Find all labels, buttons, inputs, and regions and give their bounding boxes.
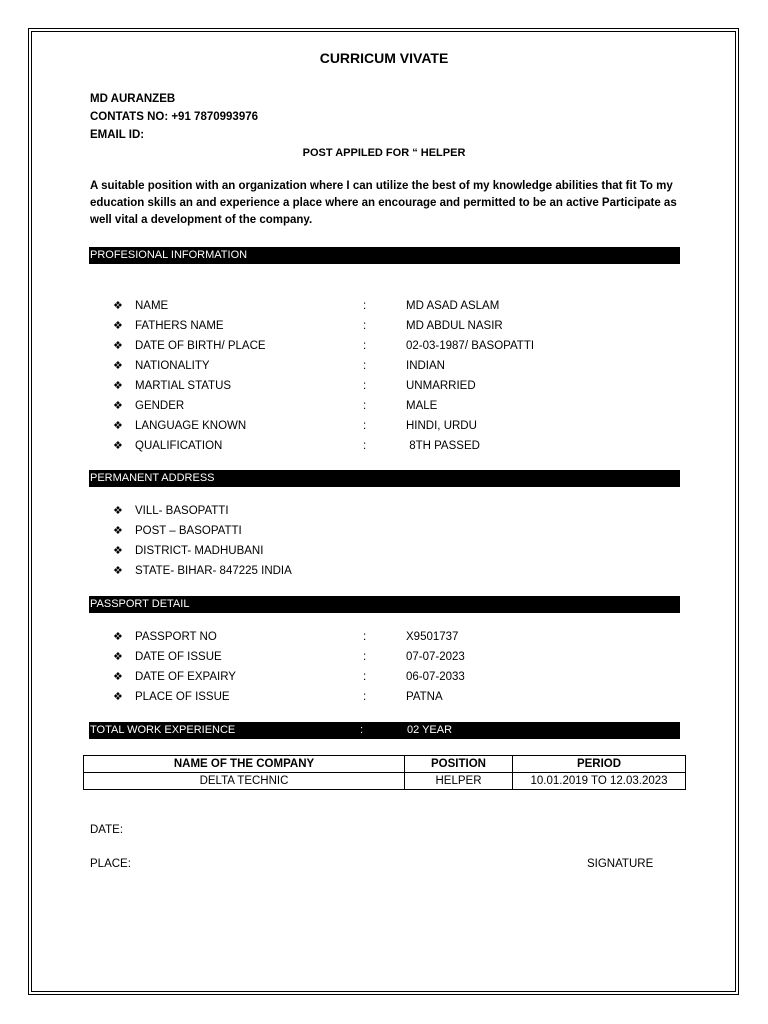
bullet-icon: ❖ [113, 505, 123, 517]
field-label: QUALIFICATION [135, 440, 223, 452]
field-colon: : [363, 420, 367, 432]
field-value: 8TH PASSED [406, 440, 480, 452]
field-label: PLACE OF ISSUE [135, 691, 230, 703]
bullet-icon: ❖ [113, 525, 123, 537]
applicant-name: MD AURANZEB [90, 93, 176, 105]
field-label: NAME [135, 300, 169, 312]
field-label: DATE OF BIRTH/ PLACE [135, 340, 266, 352]
field-label: FATHERS NAME [135, 320, 224, 332]
bullet-icon: ❖ [113, 691, 123, 703]
bullet-icon: ❖ [113, 565, 123, 577]
field-colon: : [363, 400, 367, 412]
field-colon: : [363, 360, 367, 372]
email-label: EMAIL ID: [90, 129, 145, 141]
objective-text: A suitable position with an organization where I can utilize the best of my knowledge abilities that fit To my education skills an and experience a place where an encourage and permitted to be an active Participate as well vital a development of the company. [90, 180, 677, 226]
section-experience-header [89, 722, 680, 739]
signature-label: SIGNATURE [587, 858, 654, 870]
field-colon: : [363, 380, 367, 392]
section-address-header [89, 470, 680, 487]
cell-position: HELPER [405, 773, 513, 790]
place-label: PLACE: [90, 858, 131, 870]
field-value: HINDI, URDU [406, 420, 477, 432]
cell-period: 10.01.2019 TO 12.03.2023 [513, 773, 686, 790]
bullet-icon: ❖ [113, 420, 123, 432]
table-row [84, 773, 686, 790]
field-value: MD ASAD ASLAM [406, 300, 500, 312]
experience-table [83, 755, 686, 790]
field-label: MARTIAL STATUS [135, 380, 232, 392]
address-line: STATE- BIHAR- 847225 INDIA [135, 565, 292, 577]
bullet-icon: ❖ [113, 631, 123, 643]
contact-number: CONTATS NO: +91 7870993976 [90, 111, 259, 123]
address-line: POST – BASOPATTI [135, 525, 242, 537]
field-label: DATE OF EXPAIRY [135, 671, 236, 683]
field-colon: : [363, 300, 367, 312]
address-line: VILL- BASOPATTI [135, 505, 229, 517]
bullet-icon: ❖ [113, 360, 123, 372]
field-value: PATNA [406, 691, 443, 703]
cell-company: DELTA TECHNIC [84, 773, 405, 790]
field-colon: : [363, 671, 367, 683]
table-header-row [84, 756, 686, 773]
field-colon: : [363, 691, 367, 703]
field-label: LANGUAGE KNOWN [135, 420, 247, 432]
section-title: TOTAL WORK EXPERIENCE [90, 724, 236, 736]
bullet-icon: ❖ [113, 320, 123, 332]
field-value: INDIAN [406, 360, 445, 372]
experience-value: 02 YEAR [407, 724, 453, 736]
field-label: DATE OF ISSUE [135, 651, 222, 663]
field-value: X9501737 [406, 631, 459, 643]
bullet-icon: ❖ [113, 380, 123, 392]
col-header-company: NAME OF THE COMPANY [84, 756, 405, 773]
bullet-icon: ❖ [113, 440, 123, 452]
field-colon: : [363, 631, 367, 643]
bullet-icon: ❖ [113, 340, 123, 352]
field-colon: : [363, 340, 367, 352]
field-value: MALE [406, 400, 438, 412]
date-label: DATE: [90, 824, 124, 836]
col-header-position: POSITION [405, 756, 513, 773]
section-professional-header [89, 247, 680, 264]
post-applied: POST APPILED FOR “ HELPER [302, 147, 466, 159]
field-label: GENDER [135, 400, 185, 412]
section-passport-header [89, 596, 680, 613]
section-title: PERMANENT ADDRESS [90, 472, 215, 484]
bullet-icon: ❖ [113, 300, 123, 312]
field-colon: : [363, 651, 367, 663]
field-value: 06-07-2033 [406, 671, 465, 683]
section-title: PASSPORT DETAIL [90, 598, 190, 610]
bullet-icon: ❖ [113, 400, 123, 412]
field-value: MD ABDUL NASIR [406, 320, 503, 332]
field-value: 07-07-2023 [406, 651, 465, 663]
field-label: PASSPORT NO [135, 631, 217, 643]
field-label: NATIONALITY [135, 360, 210, 372]
field-value: UNMARRIED [406, 380, 476, 392]
experience-colon: : [360, 724, 364, 736]
col-header-period: PERIOD [513, 756, 686, 773]
field-colon: : [363, 440, 367, 452]
field-colon: : [363, 320, 367, 332]
field-value: 02-03-1987/ BASOPATTI [406, 340, 535, 352]
document-title: CURRICUM VIVATE [319, 50, 449, 66]
bullet-icon: ❖ [113, 651, 123, 663]
address-line: DISTRICT- MADHUBANI [135, 545, 264, 557]
bullet-icon: ❖ [113, 545, 123, 557]
bullet-icon: ❖ [113, 671, 123, 683]
section-title: PROFESIONAL INFORMATION [90, 249, 248, 261]
